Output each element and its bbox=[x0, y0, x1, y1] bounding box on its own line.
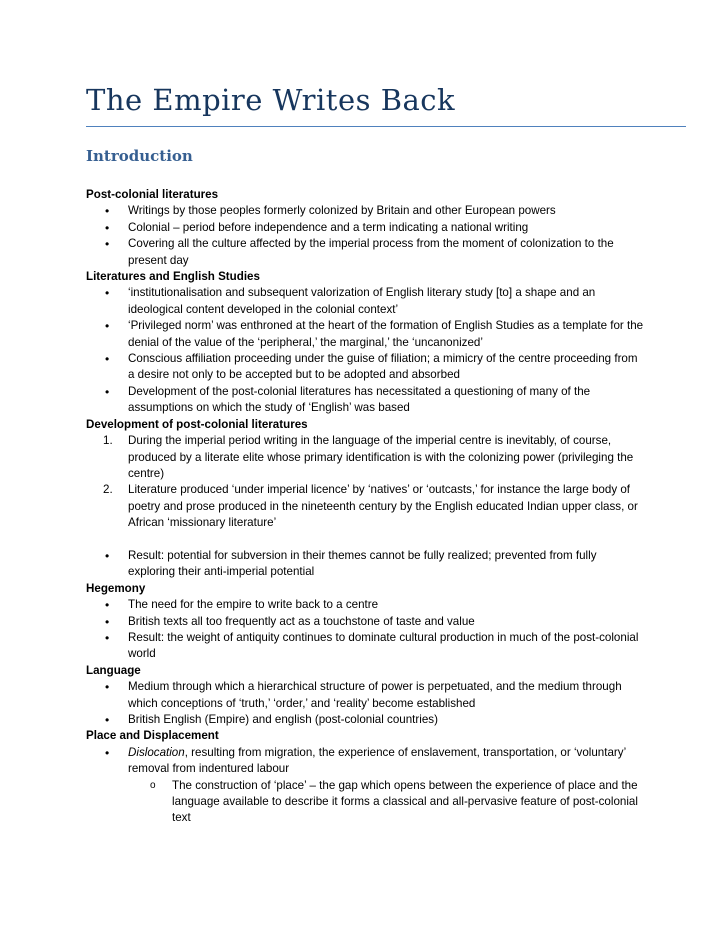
list-item: • British texts all too frequently act as a touchstone of taste and value bbox=[105, 614, 475, 629]
list-item: • Development of the post-colonial literatures has necessitated a questioning of many of the assumptions on which the study of ‘English’ was based bbox=[105, 384, 591, 415]
list-item: • Covering all the culture affected by the imperial process from the moment of colonization to the present day bbox=[105, 237, 614, 267]
bullet-icon: • bbox=[105, 204, 110, 219]
sub-bullet-list bbox=[128, 778, 646, 827]
title-block bbox=[86, 80, 686, 127]
bullet-icon: • bbox=[105, 598, 110, 613]
list-item: • Colonial – period before independence and a term indicating a national writing bbox=[105, 220, 529, 235]
bullet-list-english-studies bbox=[86, 285, 646, 416]
list-item: 1. During the imperial period writing in the language of the imperial centre is inevitably, of course, produced by a literate elite whose primary identification is with the colonizing power (privileging the centre) bbox=[103, 434, 634, 480]
list-item: • Dislocation, resulting from migration, the experience of enslavement, transportation, or ‘voluntary’ removal from indentured labour o The construction of ‘place’ – the gap which opens between the experience of place and the language available to describe it forms a classical and all-pervasive feature of post-colonial text bbox=[86, 745, 646, 827]
bullet-icon: • bbox=[105, 548, 110, 563]
list-item: • ‘Privileged norm’ was enthroned at the heart of the formation of English Studies as a template for the denial of the value of the ‘peripheral,’ the marginal,’ the ‘uncanonized’ bbox=[105, 319, 644, 349]
document-body bbox=[86, 187, 646, 827]
bullet-icon: • bbox=[105, 319, 110, 334]
bullet-icon: • bbox=[105, 220, 110, 235]
bullet-list-postcolonial bbox=[86, 203, 646, 269]
circle-bullet-icon: o bbox=[150, 779, 156, 791]
bullet-list-language bbox=[86, 679, 646, 728]
list-item: • Conscious affiliation proceeding under the guise of filiation; a mimicry of the centre proceeding from a desire not only to be accepted but to be adopted and absorbed bbox=[105, 352, 638, 382]
bullet-icon: • bbox=[105, 680, 110, 695]
bullet-icon: • bbox=[105, 237, 110, 252]
bullet-list-place bbox=[86, 745, 646, 827]
list-item: • The need for the empire to write back to a centre bbox=[105, 598, 379, 613]
list-item: • Result: potential for subversion in their themes cannot be fully realized; prevented from fully exploring their anti-imperial potential bbox=[105, 548, 597, 579]
list-item: • ‘institutionalisation and subsequent valorization of English literary study [to] a shape and an ideological content developed in the colonial context’ bbox=[105, 286, 596, 316]
subheading-language: Language bbox=[86, 663, 141, 677]
bullet-icon: • bbox=[105, 286, 110, 301]
list-number: 2. bbox=[103, 483, 113, 497]
subheading-development: Development of post-colonial literatures bbox=[86, 417, 308, 431]
list-number: 1. bbox=[103, 434, 113, 448]
list-item: • Medium through which a hierarchical structure of power is perpetuated, and the medium through which conceptions of ‘truth,’ ‘order,’ and ‘reality’ become established bbox=[105, 680, 622, 710]
section-heading-introduction: Introduction bbox=[86, 147, 193, 165]
list-item: o The construction of ‘place’ – the gap which opens between the experience of place and the language available to describe it forms a classical and all-pervasive feature of post-colonial text bbox=[150, 778, 638, 825]
blank-line bbox=[86, 532, 646, 548]
subheading-postcolonial: Post-colonial literatures bbox=[86, 188, 219, 201]
bullet-list-hegemony bbox=[86, 597, 646, 663]
bullet-icon: • bbox=[105, 745, 110, 760]
subheading-hegemony: Hegemony bbox=[86, 581, 146, 595]
emphasis-term: Dislocation bbox=[128, 745, 185, 759]
list-item: • British English (Empire) and english (post-colonial countries) bbox=[105, 712, 438, 727]
bullet-icon: • bbox=[105, 630, 110, 645]
numbered-list-development bbox=[86, 433, 646, 531]
bullet-icon: • bbox=[105, 614, 110, 629]
bullet-list-development bbox=[86, 548, 646, 581]
list-item: 2. Literature produced ‘under imperial licence’ by ‘natives’ or ‘outcasts,’ for instance the large body of poetry and prose produced in the nineteenth century by the English educated Indian upper class, or African ‘missionary literature’ bbox=[103, 483, 638, 530]
bullet-icon: • bbox=[105, 384, 110, 399]
bullet-icon: • bbox=[105, 352, 110, 367]
document-title: The Empire Writes Back bbox=[86, 83, 456, 117]
list-item: • Writings by those peoples formerly colonized by Britain and other European powers bbox=[105, 204, 556, 219]
subheading-place: Place and Displacement bbox=[86, 729, 219, 743]
bullet-icon: • bbox=[105, 712, 110, 727]
subheading-english-studies: Literatures and English Studies bbox=[86, 270, 260, 284]
list-item: • Result: the weight of antiquity continues to dominate cultural production in much of the post-colonial world bbox=[105, 630, 639, 661]
